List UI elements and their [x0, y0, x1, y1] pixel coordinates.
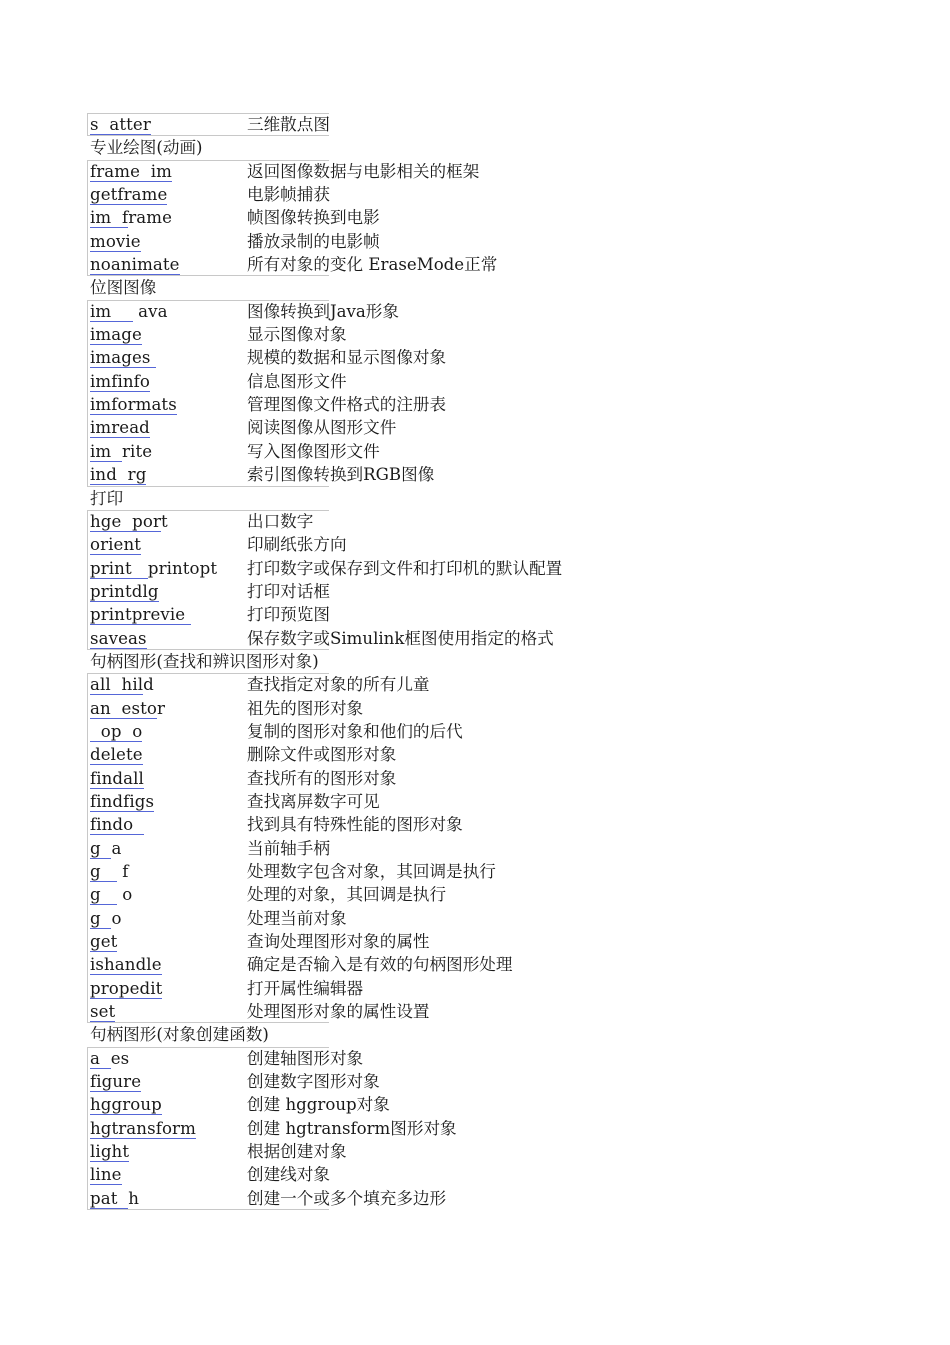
function-name-link[interactable]: hgtransform — [90, 1118, 196, 1138]
function-row — [87, 253, 647, 276]
function-row — [87, 393, 647, 416]
function-description: 创建线对象 — [247, 1165, 330, 1185]
function-name-link[interactable]: imfinfo — [90, 371, 151, 391]
function-description: 处理的对象，其回调是执行 — [247, 885, 447, 905]
function-name-link[interactable]: getframe — [90, 185, 168, 205]
function-description: 处理当前对象 — [247, 908, 347, 928]
function-row — [87, 697, 647, 720]
function-row — [87, 1117, 647, 1140]
category-heading — [87, 487, 647, 510]
function-name-link[interactable]: printdlg — [90, 581, 159, 601]
function-description: 找到具有特殊性能的图形对象 — [247, 815, 463, 835]
function-name-link[interactable]: all hild — [90, 675, 154, 695]
function-name-link[interactable]: set — [90, 1002, 116, 1022]
function-row — [87, 300, 647, 323]
function-name-link[interactable]: findfigs — [90, 791, 155, 811]
function-description: 确定是否输入是有效的句柄图形处理 — [247, 955, 513, 975]
function-description: 处理数字包含对象，其回调是执行 — [247, 862, 496, 881]
function-row — [87, 557, 647, 580]
function-row — [87, 370, 647, 393]
function-row — [87, 790, 647, 813]
function-row — [87, 1070, 647, 1093]
function-row — [87, 603, 647, 626]
function-name-link[interactable]: image — [90, 325, 142, 345]
function-row — [87, 323, 647, 346]
function-description: 索引图像转换到RGB图像 — [247, 465, 435, 485]
function-description: 信息图形文件 — [247, 371, 347, 391]
function-row — [87, 743, 647, 766]
function-name-link[interactable]: noanimate — [90, 255, 180, 275]
category-heading — [87, 276, 647, 299]
function-description: 印刷纸张方向 — [247, 535, 347, 555]
category-heading — [87, 136, 647, 159]
function-description: 根据创建对象 — [247, 1142, 347, 1162]
function-description: 管理图像文件格式的注册表 — [247, 395, 447, 415]
function-name-link[interactable]: light — [90, 1142, 130, 1162]
function-row — [87, 953, 647, 976]
function-description: 创建轴图形对象 — [247, 1048, 364, 1068]
function-description: 阅读图像从图形文件 — [247, 418, 397, 438]
function-description: 查找指定对象的所有儿童 — [247, 675, 430, 695]
function-description: 写入图像图形文件 — [247, 441, 380, 461]
function-row — [87, 813, 647, 836]
function-name-link[interactable]: a es — [90, 1048, 130, 1068]
function-row — [87, 837, 647, 860]
function-row — [87, 627, 647, 650]
function-row — [87, 1000, 647, 1023]
function-description: 三维散点图 — [247, 115, 330, 134]
function-description: 返回图像数据与电影相关的框架 — [247, 161, 480, 181]
function-row — [87, 1163, 647, 1186]
function-row — [87, 1047, 647, 1070]
function-name-link[interactable]: delete — [90, 745, 143, 765]
function-description: 打印数字或保存到文件和打印机的默认配置 — [247, 558, 563, 578]
function-description: 祖先的图形对象 — [247, 698, 364, 718]
function-name-link[interactable]: g a — [90, 838, 122, 858]
category-title: 打印 — [90, 488, 124, 508]
function-row — [87, 510, 647, 533]
function-description: 保存数字或Simulink框图使用指定的格式 — [247, 628, 554, 648]
function-row — [87, 440, 647, 463]
function-description: 规模的数据和显示图像对象 — [247, 348, 447, 368]
function-description: 查询处理图形对象的属性 — [247, 932, 430, 952]
function-reference-list — [87, 113, 647, 1210]
function-name-link[interactable]: printprevie — [90, 605, 191, 625]
category-title: 专业绘图(动画) — [90, 138, 203, 158]
function-row — [87, 533, 647, 556]
function-row — [87, 463, 647, 486]
function-name-link[interactable]: op o — [90, 721, 143, 741]
function-row — [87, 907, 647, 930]
function-description: 打印对话框 — [247, 581, 330, 601]
function-description: 创建数字图形对象 — [247, 1072, 380, 1092]
function-row — [87, 580, 647, 603]
function-row — [87, 673, 647, 696]
function-row — [87, 1140, 647, 1163]
function-name-link[interactable]: images — [90, 348, 156, 368]
function-description: 电影帧捕获 — [247, 185, 330, 205]
function-name-link[interactable]: imread — [90, 418, 150, 438]
function-description: 打开属性编辑器 — [247, 978, 364, 998]
function-name-link[interactable]: line — [90, 1165, 122, 1185]
function-row — [87, 1093, 647, 1116]
function-row — [87, 160, 647, 183]
function-name-link[interactable]: hggroup — [90, 1095, 162, 1115]
function-name-link[interactable]: g f — [90, 862, 129, 881]
function-row — [87, 860, 647, 883]
function-name-link[interactable]: print printopt — [90, 558, 218, 578]
function-description: 查找离屏数字可见 — [247, 791, 380, 811]
function-name-link[interactable]: hge port — [90, 511, 168, 531]
function-row — [87, 1187, 647, 1210]
function-description: 查找所有的图形对象 — [247, 768, 397, 788]
function-name-link[interactable]: imformats — [90, 395, 177, 415]
function-name-link[interactable]: s atter — [90, 115, 151, 134]
function-description: 创建 hggroup对象 — [247, 1095, 390, 1115]
function-name-link[interactable]: frame im — [90, 161, 173, 181]
function-description: 复制的图形对象和他们的后代 — [247, 721, 463, 741]
function-name-link[interactable]: g o — [90, 885, 133, 905]
function-description: 打印预览图 — [247, 605, 330, 625]
function-name-link[interactable]: saveas — [90, 628, 147, 648]
function-row — [87, 883, 647, 906]
function-name-link[interactable]: orient — [90, 535, 142, 555]
function-row — [87, 977, 647, 1000]
function-name-link[interactable]: findo — [90, 815, 144, 835]
function-name-link[interactable]: an estor — [90, 698, 165, 718]
function-description: 出口数字 — [247, 511, 314, 531]
function-description: 图像转换到Java形象 — [247, 301, 399, 321]
function-row — [87, 230, 647, 253]
function-name-link[interactable]: figure — [90, 1072, 142, 1092]
function-description: 处理图形对象的属性设置 — [247, 1002, 430, 1022]
function-name-link[interactable]: ishandle — [90, 955, 162, 975]
function-row — [87, 930, 647, 953]
function-row — [87, 206, 647, 229]
function-row — [87, 416, 647, 439]
function-row — [87, 346, 647, 369]
function-name-link[interactable]: movie — [90, 231, 141, 251]
function-name-link[interactable]: im rite — [90, 441, 153, 461]
function-description: 播放录制的电影帧 — [247, 231, 380, 251]
function-row — [87, 767, 647, 790]
category-heading — [87, 1023, 647, 1046]
category-title: 位图图像 — [90, 278, 157, 298]
function-name-link[interactable]: pat h — [90, 1188, 140, 1208]
function-name-link[interactable]: findall — [90, 768, 144, 788]
function-description: 创建一个或多个填充多边形 — [247, 1188, 447, 1208]
function-row — [87, 720, 647, 743]
function-name-link[interactable]: im ava — [90, 301, 168, 321]
category-title: 句柄图形(查找和辨识图形对象) — [90, 651, 319, 671]
function-description: 所有对象的变化 EraseMode正常 — [247, 255, 498, 275]
function-description: 创建 hgtransform图形对象 — [247, 1118, 457, 1138]
function-row — [87, 183, 647, 206]
category-heading — [87, 650, 647, 673]
category-title: 句柄图形(对象创建函数) — [90, 1025, 269, 1045]
function-name-link[interactable]: propedit — [90, 978, 163, 998]
function-description: 显示图像对象 — [247, 325, 347, 345]
function-name-link[interactable]: ind rg — [90, 465, 147, 485]
function-description: 当前轴手柄 — [247, 838, 330, 858]
function-name-link[interactable]: get — [90, 932, 118, 952]
function-description: 帧图像转换到电影 — [247, 208, 380, 228]
function-row — [87, 113, 647, 136]
function-name-link[interactable]: g o — [90, 908, 122, 928]
function-name-link[interactable]: im frame — [90, 208, 173, 228]
function-description: 删除文件或图形对象 — [247, 745, 397, 765]
